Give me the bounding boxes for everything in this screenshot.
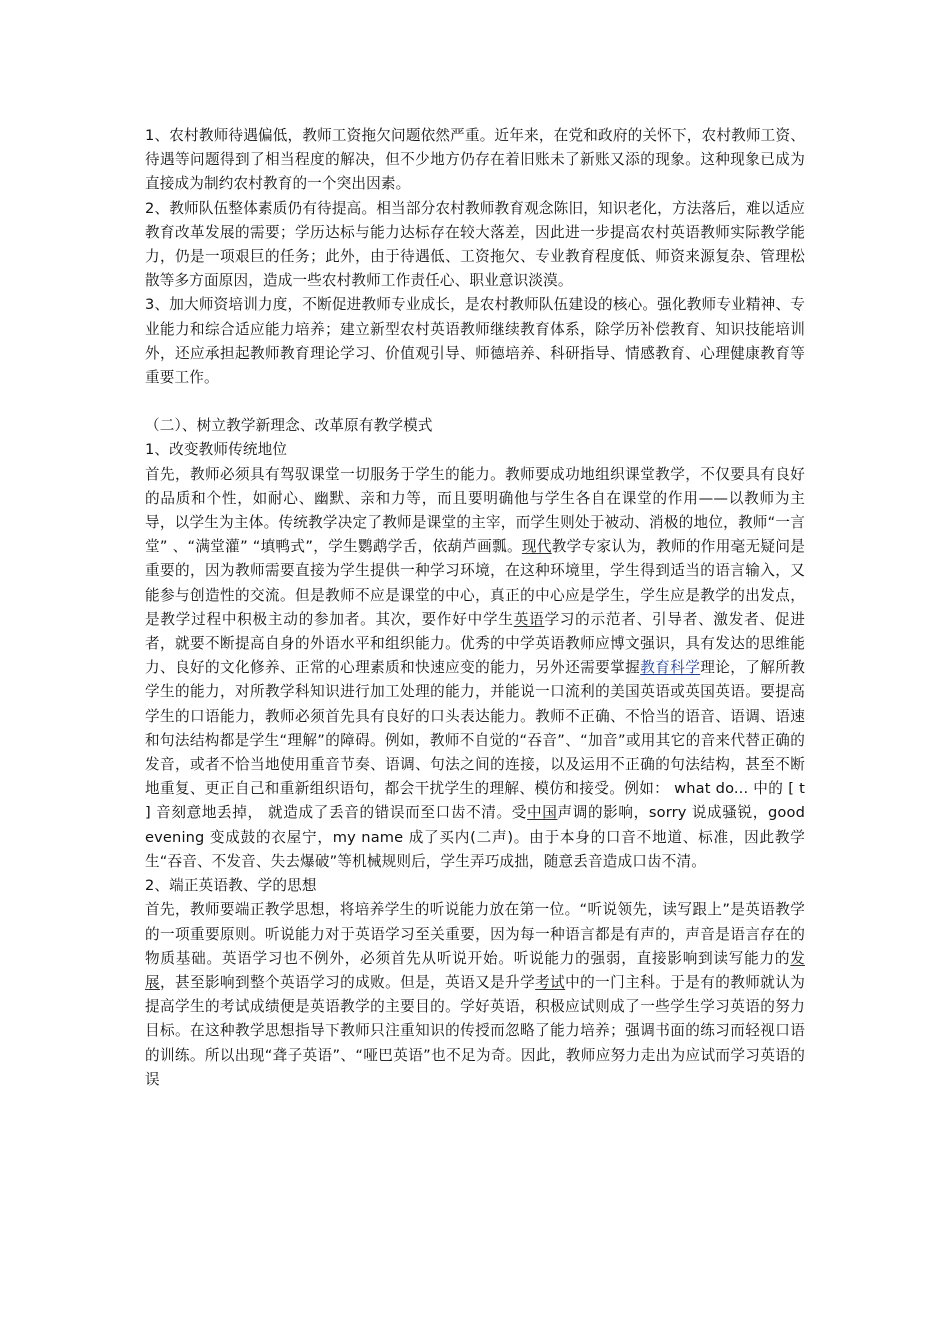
text-run: 教学专家认为，教师的作用毫无疑问是重要的，因为教师需要直接为学生提供一种学习环境，在这种环境里，学生得到适当的语言输入，又能参与创造性的交流。但是教师不应是课堂的中心，真正的中心应是学生，学生应是教学的出发点，是教学过程中积极主动的参加者。其次，要作好中学生 [145,538,805,628]
text-run: ，甚至影响到整个英语学习的成败。但是，英语又是升学 [160,973,536,991]
link-education-science[interactable]: 教育科学 [640,659,701,677]
section-heading: （二）、树立教学新理念、改革原有教学模式 [145,417,433,435]
paragraph-teacher-role [145,463,805,874]
link-exam[interactable]: 考试 [535,973,566,991]
blank-line [145,390,805,414]
paragraph-teacher-quality: 2、教师队伍整体素质仍有待提高。相当部分农村教师教育观念陈旧，知识老化，方法落后，难以适应教育改革发展的需要；学历达标与能力达标存在较大落差，因此进一步提高农村英语教师实际教学能力，仍是一项艰巨的任务；此外，由于待遇低、工资拖欠、专业教育程度低、师资来源复杂、管理松散等多方面原因，造成一些农村教师工作责任心、职业意识淡漠。 [145,199,805,290]
document-page [145,124,805,1092]
link-development[interactable]: 发展 [145,949,805,991]
link-english[interactable]: 英语 [513,610,545,628]
text-run: 首先，教师要端正教学思想，将培养学生的听说能力放在第一位。“听说领先，读写跟上”是英语教学的一项重要原则。听说能力对于英语学习至关重要，因为每一种语言都是有声的，声音是语言存在的物质基础。英语学习也不例外，必须首先从听说开始。听说能力的强弱，直接影响到读写能力的 [145,901,805,967]
paragraph-teaching-thought [145,898,805,1092]
link-modern[interactable]: 现代 [521,538,552,556]
text-run: 中的一门主科。于是有的教师就认为提高学生的考试成绩便是英语教学的主要目的。学好英语，积极应试则成了一些学生学习英语的努力目标。在这种教学思想指导下教师只注重知识的传授而忽略了能力培养；强调书面的练习而轻视口语的训练。所以出现“聋子英语”、“哑巴英语”也不足为奇。因此，教师应努力走出为应试而学习英语的误 [145,973,805,1088]
paragraph-teacher-pay: 1、农村教师待遇偏低，教师工资拖欠问题依然严重。近年来，在党和政府的关怀下，农村教师工资、待遇等问题得到了相当程度的解决，但不少地方仍存在着旧账未了新账又添的现象。这种现象已成为直接成为制约农村教育的一个突出因素。 [145,127,805,193]
text-run: 理论，了解所教学生的能力，对所教学科知识进行加工处理的能力，并能说一口流利的美国英语或英国英语。要提高学生的口语能力，教师必须首先具有良好的口头表达能力。教师不正确、不恰当的语音、语调、语速和句法结构都是学生“理解”的障碍。例如，教师不自觉的“吞音”、“加音”或用其它的音来代替正确的发音，或者不恰当地使用重音节奏、语调、句法之间的连接，以及运用不正确的句法结构，甚至不断地重复、更正自己和重新组织语句，都会干扰学生的理解、模仿和接受。例如： what do... 中的 [ t ] 音刻意地丢掉， 就造成了丢音的错误而至口齿不清。受 [145,659,805,822]
text-run: 学习的示范者、引导者、激发者、促进者，就要不断提高自身的外语水平和组织能力。优秀的中学英语教师应博文强识，具有发达的思维能力、良好的文化修养、正常的心理素质和快速应变的能力，另外还需要掌握 [145,610,805,677]
link-china[interactable]: 中国 [527,804,558,822]
paragraph-teacher-training: 3、加大师资培训力度，不断促进教师专业成长，是农村教师队伍建设的核心。强化教师专业精神、专业能力和综合适应能力培养；建立新型农村英语教师继续教育体系，除学历补偿教育、知识技能培训外，还应承担起教师教育理论学习、价值观引导、师德培养、科研指导、情感教育、心理健康教育等重要工作。 [145,296,805,387]
text-run: 声调的影响，sorry 说成骚锐，good evening 变成鼓的衣屋宁，my name 成了买内(二声)。由于本身的口音不地道、标准，因此教学生“吞音、不发音、失去爆破”等机械规则后，学生弄巧成拙，随意丢音造成口齿不清。 [145,804,805,870]
text-run: 首先，教师必须具有驾驭课堂一切服务于学生的能力。教师要成功地组织课堂教学，不仅要具有良好的品质和个性，如耐心、幽默、亲和力等，而且要明确他与学生各自在课堂的作用——以教师为主导，以学生为主体。传统教学决定了教师是课堂的主宰，而学生则处于被动、消极的地位，教师“一言堂” 、“满堂灌” “填鸭式”，学生鹦鹉学舌，依葫芦画瓢。 [145,465,805,556]
subheading-teaching-thought: 2、端正英语教、学的思想 [145,877,317,895]
subheading-teacher-role: 1、改变教师传统地位 [145,441,288,459]
